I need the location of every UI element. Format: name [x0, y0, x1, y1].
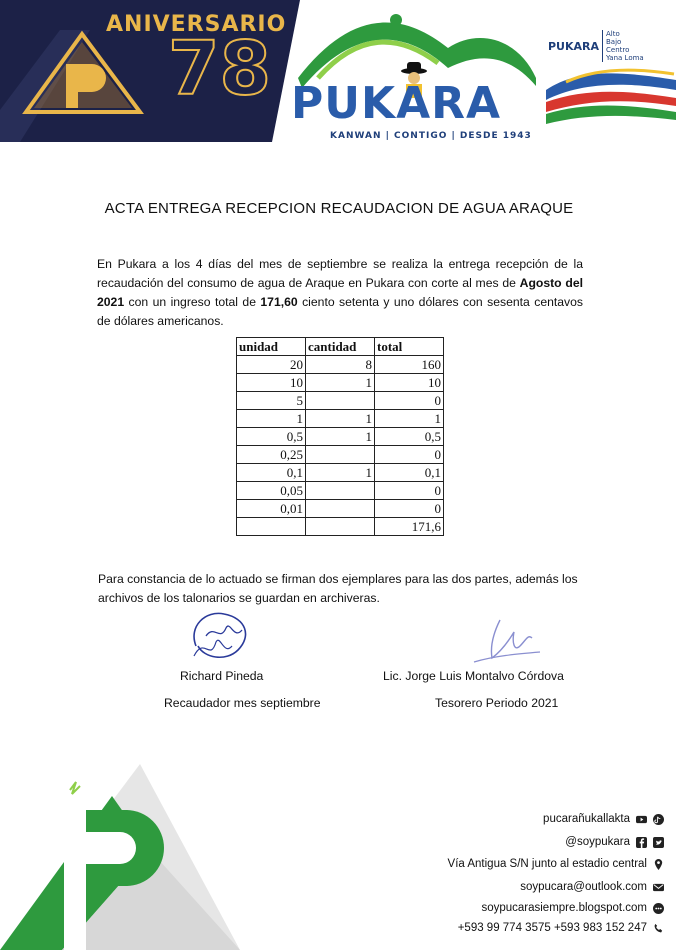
cell-unidad: 0,01: [237, 500, 306, 518]
signer-right-name: Lic. Jorge Luis Montalvo Córdova: [383, 669, 564, 683]
signer-right-role: Tesorero Periodo 2021: [435, 696, 559, 710]
table-row: [237, 392, 444, 410]
phone-icon: [653, 923, 664, 934]
contact-email: soypucara@outlook.com: [520, 881, 664, 893]
table-row: [237, 446, 444, 464]
cell-unidad: 5: [237, 392, 306, 410]
table-row: [237, 356, 444, 374]
table-row: [237, 374, 444, 392]
cell-unidad: 0,1: [237, 464, 306, 482]
contact-blog: soypucarasiempre.blogspot.com: [481, 902, 664, 914]
cell-total: 0: [375, 482, 444, 500]
contact-address: Vía Antigua S/N junto al estadio central: [448, 858, 664, 870]
cell-unidad: 0,5: [237, 428, 306, 446]
slogan: KANWAN | CONTIGO | DESDE 1943: [330, 131, 532, 141]
right-brand-sub: Alto Bajo Centro Yana Loma: [602, 30, 644, 62]
table-row: [237, 482, 444, 500]
cell-total: 0,1: [375, 464, 444, 482]
right-brand: PUKARA: [548, 40, 600, 53]
table-row: [237, 500, 444, 518]
location-icon: [653, 859, 664, 870]
cell-total: 160: [375, 356, 444, 374]
cell-unidad: 10: [237, 374, 306, 392]
cell-total: 0: [375, 392, 444, 410]
table-total-row: [237, 518, 444, 536]
anniversary-label: ANIVERSARIO: [106, 12, 287, 37]
email-icon: [653, 882, 664, 893]
cell-cantidad: 1: [306, 410, 375, 428]
grand-total: 171,6: [375, 518, 444, 536]
document-title: ACTA ENTREGA RECEPCION RECAUDACION DE AGUA ARAQUE: [104, 200, 574, 217]
anniversary-number: 78: [168, 26, 271, 112]
pukara-wordmark: PUKARA: [291, 78, 502, 129]
col-header-cantidad: cantidad: [306, 338, 375, 356]
cell-unidad: 0,05: [237, 482, 306, 500]
cell-total: 10: [375, 374, 444, 392]
cell-cantidad: [306, 500, 375, 518]
cell-unidad: 0,25: [237, 446, 306, 464]
cell-unidad: 20: [237, 356, 306, 374]
col-header-unidad: unidad: [237, 338, 306, 356]
facebook-icon: [636, 837, 647, 848]
table-row: [237, 428, 444, 446]
cell-cantidad: 8: [306, 356, 375, 374]
signer-left-role: Recaudador mes septiembre: [164, 696, 321, 710]
cell-total: 0,5: [375, 428, 444, 446]
signature-left: [186, 606, 258, 664]
contact-phones: +593 99 774 3575 +593 983 152 247: [458, 922, 664, 934]
main-paragraph: En Pukara a los 4 días del mes de septiembre se realiza la entrega recepción de la recaudación del consumo de agua de Araque en Pukara con corte al mes de Agosto del 2021 con un ingreso total de 171,60 ciento setenta y uno dólares con sesenta centavos de dólares americanos.: [97, 257, 584, 328]
cell-cantidad: 1: [306, 428, 375, 446]
cell-unidad: 1: [237, 410, 306, 428]
contact-social-1: pucarañukallakta: [543, 813, 664, 825]
pukara-p-logo: [0, 760, 240, 950]
col-header-total: total: [375, 338, 444, 356]
cell-cantidad: 1: [306, 374, 375, 392]
cell-total: 0: [375, 500, 444, 518]
cell-cantidad: [306, 446, 375, 464]
closing-paragraph: Para constancia de lo actuado se firman dos ejemplares para las dos partes, además los archivos de los talonarios se guardan en archiveras.: [98, 572, 578, 605]
signer-left-name: Richard Pineda: [180, 669, 264, 683]
waves-graphic: [546, 60, 676, 126]
cell-cantidad: [306, 392, 375, 410]
table-header-row: [237, 338, 444, 356]
cell-total: 0: [375, 446, 444, 464]
table-row: [237, 410, 444, 428]
cell-cantidad: [306, 482, 375, 500]
cell-total: 1: [375, 410, 444, 428]
youtube-icon: [636, 814, 647, 825]
collection-table: [236, 337, 444, 536]
blog-icon: [653, 903, 664, 914]
contact-social-2: @soypukara: [565, 836, 664, 848]
tiktok-icon: [653, 814, 664, 825]
table-row: [237, 464, 444, 482]
twitter-icon: [653, 837, 664, 848]
signature-right: [470, 612, 544, 666]
cell-cantidad: 1: [306, 464, 375, 482]
